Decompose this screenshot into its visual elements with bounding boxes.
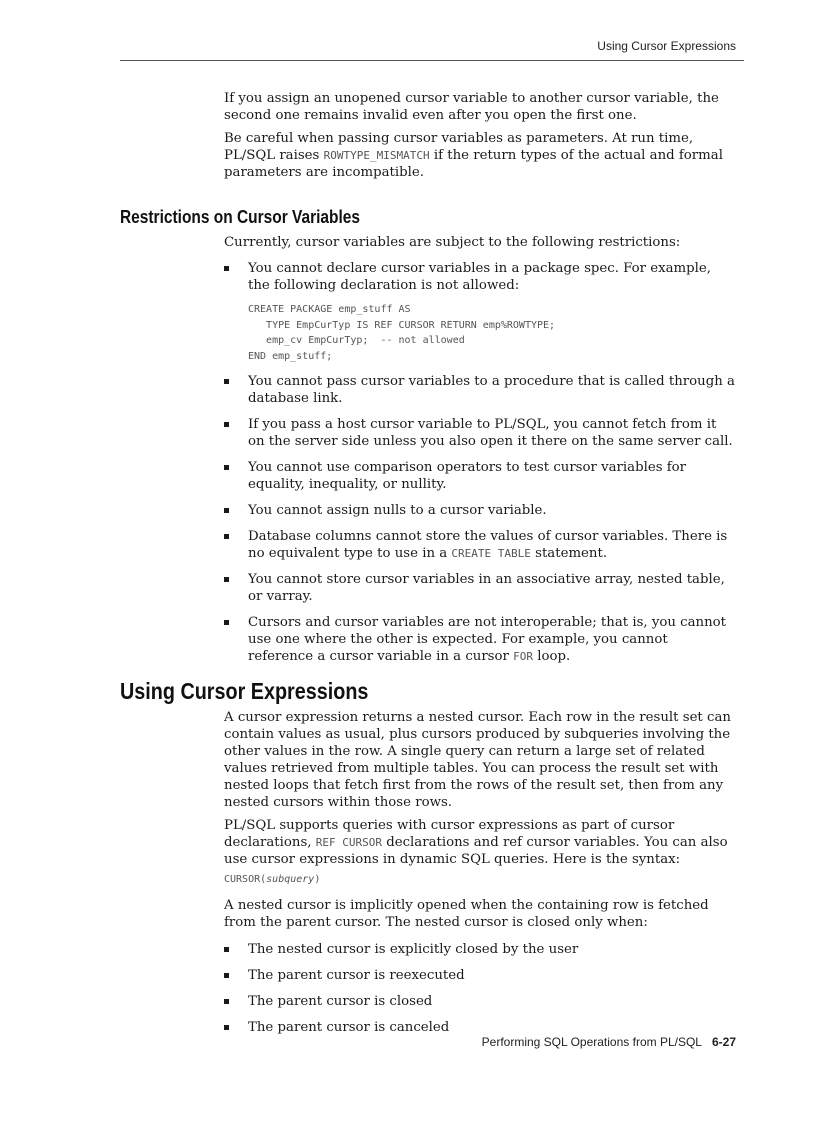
- restriction-4-text: You cannot use comparison operators to test cursor variables for equality, inequality, or nullity.: [248, 460, 687, 492]
- ref-cursor-code: REF CURSOR: [315, 836, 382, 849]
- restriction-6-text-before: Database columns cannot store the values of cursor variables. There is no equivalent type to use in a: [248, 529, 728, 561]
- closing-condition-text: The nested cursor is explicitly closed by the user: [248, 942, 579, 957]
- list-item: [224, 993, 736, 1010]
- restriction-2-text: You cannot pass cursor variables to a procedure that is called through a database link.: [248, 374, 735, 406]
- list-item: [224, 614, 736, 665]
- list-item: [224, 1019, 736, 1036]
- list-item: [224, 571, 736, 605]
- list-item: [224, 260, 736, 364]
- restrictions-list: [224, 260, 736, 665]
- syntax-argument: subquery: [266, 874, 315, 885]
- bullet-icon: [224, 973, 229, 978]
- bullet-icon: [224, 577, 229, 582]
- bullet-icon: [224, 508, 229, 513]
- running-header: Using Cursor Expressions: [597, 39, 736, 53]
- restriction-8-text-before: Cursors and cursor variables are not interoperable; that is, you cannot use one where the other is expected. For example, you cannot reference a cursor variable in a cursor: [248, 615, 727, 664]
- cursor-expressions-section: [224, 709, 736, 1045]
- restriction-6-text-after: statement.: [535, 546, 608, 561]
- list-item: [224, 528, 736, 562]
- expressions-paragraph-3: A nested cursor is implicitly opened when the containing row is fetched from the parent cursor. The nested cursor is closed only when:: [224, 898, 709, 930]
- expressions-p2-text-before: PL/SQL supports queries with cursor expressions as part of cursor declarations,: [224, 818, 675, 850]
- restriction-8-text-after: loop.: [537, 649, 571, 664]
- syntax-close: ): [314, 874, 321, 885]
- expressions-p2-text-after: declarations and ref cursor variables. You can also use cursor expressions in dynamic SQL queries. Here is the syntax:: [224, 835, 728, 867]
- syntax-keyword: CURSOR(: [224, 874, 267, 885]
- bullet-icon: [224, 266, 229, 271]
- closing-conditions-list: [224, 941, 736, 1036]
- restrictions-heading: Restrictions on Cursor Variables: [120, 207, 361, 227]
- intro-paragraph-2: [224, 130, 736, 181]
- expressions-paragraph-1: A cursor expression returns a nested cursor. Each row in the result set can contain values as usual, plus cursors produced by subqueries involving the other values in the row. A single query can return a large set of related values retrieved from multiple tables. You can process the result set with nested loops that fetch first from the rows of the result set, then from any nested cursors within those rows.: [224, 710, 731, 810]
- intro-section: [224, 90, 736, 187]
- bullet-icon: [224, 465, 229, 470]
- list-item: [224, 416, 736, 450]
- bullet-icon: [224, 379, 229, 384]
- cursor-syntax: [224, 874, 736, 885]
- intro-p2-text-after: if the return types of the actual and formal parameters are incompatible.: [224, 148, 723, 180]
- restriction-3-text: If you pass a host cursor variable to PL/SQL, you cannot fetch from it on the server side unless you also open it there on the same server call.: [248, 417, 733, 449]
- restriction-1-text: You cannot declare cursor variables in a package spec. For example, the following declaration is not allowed:: [248, 261, 712, 293]
- create-table-code: CREATE TABLE: [451, 547, 531, 560]
- footer-book-title: Performing SQL Operations from PL/SQL: [481, 1035, 702, 1049]
- package-code-example: CREATE PACKAGE emp_stuff AS TYPE EmpCurTyp IS REF CURSOR RETURN emp%ROWTYPE; emp_cv EmpCurTyp; -- not allowed END emp_stuff;: [248, 304, 556, 362]
- header-rule: [120, 60, 744, 61]
- list-item: [224, 941, 736, 958]
- list-item: [224, 502, 736, 519]
- closing-condition-text: The parent cursor is reexecuted: [248, 968, 465, 983]
- bullet-icon: [224, 947, 229, 952]
- cursor-expressions-heading: Using Cursor Expressions: [120, 678, 369, 704]
- closing-condition-text: The parent cursor is closed: [248, 994, 433, 1009]
- restriction-5-text: You cannot assign nulls to a cursor variable.: [248, 503, 547, 518]
- restrictions-section: [224, 234, 736, 674]
- restrictions-lead: Currently, cursor variables are subject to the following restrictions:: [224, 235, 681, 250]
- intro-p2-text-before: Be careful when passing cursor variables as parameters. At run time, PL/SQL raises: [224, 131, 694, 163]
- list-item: [224, 459, 736, 493]
- list-item: [224, 967, 736, 984]
- rowtype-mismatch-code: ROWTYPE_MISMATCH: [323, 149, 430, 162]
- restriction-7-text: You cannot store cursor variables in an associative array, nested table, or varray.: [248, 572, 725, 604]
- list-item: [224, 373, 736, 407]
- bullet-icon: [224, 1025, 229, 1030]
- bullet-icon: [224, 620, 229, 625]
- expressions-paragraph-2: [224, 817, 736, 868]
- closing-condition-text: The parent cursor is canceled: [248, 1020, 450, 1035]
- bullet-icon: [224, 999, 229, 1004]
- for-code: FOR: [513, 650, 533, 663]
- page-footer: [482, 1035, 736, 1049]
- page-number: 6-27: [711, 1035, 736, 1049]
- bullet-icon: [224, 534, 229, 539]
- bullet-icon: [224, 422, 229, 427]
- intro-paragraph-1: If you assign an unopened cursor variable to another cursor variable, the second one remains invalid even after you open the first one.: [224, 91, 719, 123]
